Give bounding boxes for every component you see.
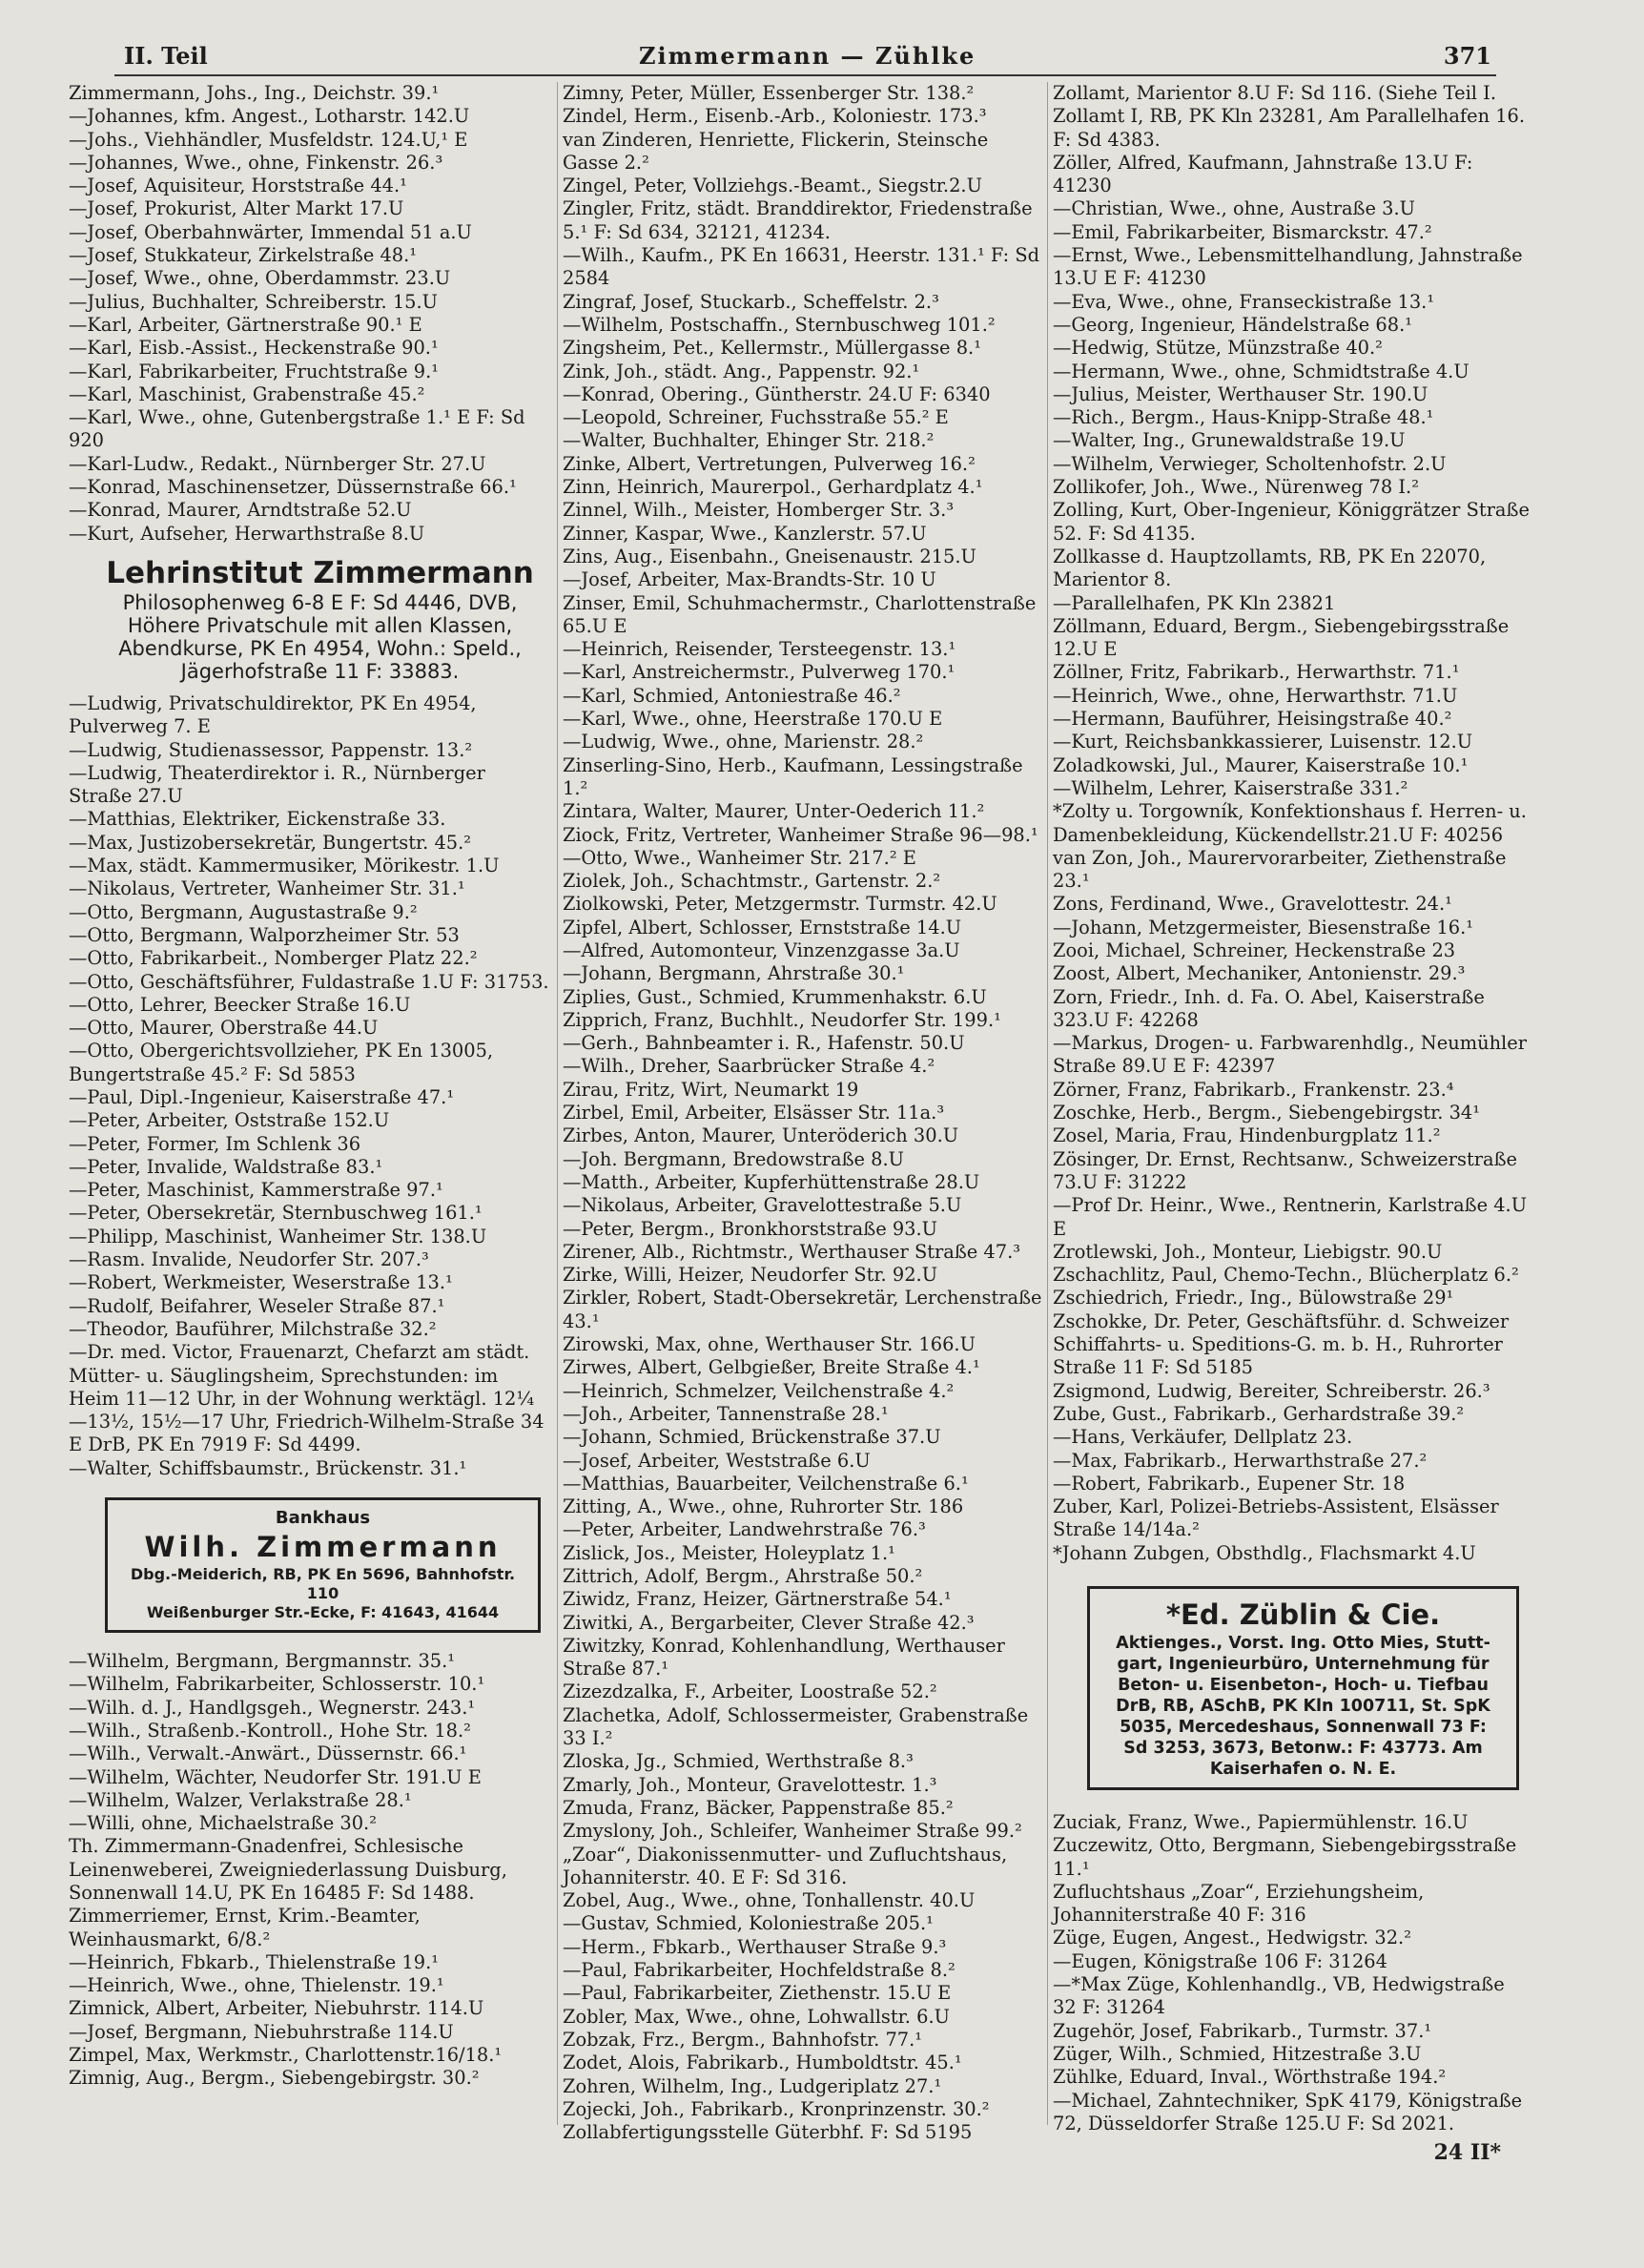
directory-entry: —Ludwig, Studienassessor, Pappenstr. 13.² [69, 738, 473, 761]
directory-entry: *Johann Zubgen, Obsthdlg., Flachsmarkt 4.U [1053, 1541, 1476, 1564]
directory-entry: „Zoar“, Diakonissenmutter- und Zufluchtshaus, Johanniterstr. 40. E F: Sd 316. [563, 1843, 1008, 1888]
directory-entry: —Wilhelm, Lehrer, Kaiserstraße 331.² [1053, 776, 1408, 799]
directory-entry: —Leopold, Schreiner, Fuchsstraße 55.² E [563, 406, 949, 429]
directory-entry: —Ludwig, Theaterdirektor i. R., Nürnberger Straße 27.U [69, 761, 485, 808]
directory-entry: —Nikolaus, Arbeiter, Gravelottestraße 5.U [563, 1194, 962, 1217]
directory-entry: Zirbel, Emil, Arbeiter, Elsässer Str. 11a.³ [563, 1102, 945, 1124]
directory-entry: —Johannes, Wwe., ohne, Finkenstr. 26.³ [69, 151, 443, 174]
directory-entry: —Matthias, Bauarbeiter, Veilchenstraße 6.¹ [563, 1472, 969, 1495]
directory-entry: —Heinrich, Fbkarb., Thielenstraße 19.¹ [69, 1950, 440, 1973]
directory-entry: Zschokke, Dr. Peter, Geschäftsführ. d. Schweizer Schiffahrts- u. Speditions-G. m. b. H., Ruhrorter Straße 11 F: Sd 5185 [1053, 1309, 1510, 1379]
directory-entry: Th. Zimmermann-Gnadenfrei, Schlesische Leinenweberei, Zweigniederlassung Duisburg, Sonnenwall 14.U, PK En 16485 F: Sd 1488. [69, 1835, 507, 1904]
directory-entry: Zollkasse d. Hauptzollamts, RB, PK En 22070, Marientor 8. [1053, 545, 1487, 591]
ad-title: *Ed. Züblin & Cie. [1165, 1598, 1441, 1631]
directory-entry: Zinserling-Sino, Herb., Kaufmann, Lessingstraße 1.² [563, 753, 1023, 799]
directory-entry: Zink, Joh., städt. Ang., Pappenstr. 92.¹ [563, 360, 920, 382]
directory-entry: —Otto, Fabrikarbeit., Nomberger Platz 22.² [69, 947, 478, 970]
directory-entry: —Otto, Geschäftsführer, Fuldastraße 1.U F: 31753. [69, 970, 549, 993]
directory-entry: —Paul, Fabrikarbeiter, Hochfeldstraße 8.² [563, 1959, 956, 1982]
directory-entry: —Gerh., Bahnbeamter i. R., Hafenstr. 50.U [563, 1032, 965, 1055]
directory-entry: Zollikofer, Joh., Wwe., Nürenweg 78 I.² [1053, 476, 1419, 499]
directory-entry: Zlachetka, Adolf, Schlossermeister, Grabenstraße 33 I.² [563, 1703, 1029, 1750]
directory-entry: —Paul, Dipl.-Ingenieur, Kaiserstraße 47.¹ [69, 1085, 455, 1108]
directory-entry: —Otto, Bergmann, Walporzheimer Str. 53 [69, 923, 460, 946]
directory-entry: Zimny, Peter, Müller, Essenberger Str. 138.² [563, 82, 975, 104]
directory-entry: Zobel, Aug., Wwe., ohne, Tonhallenstr. 40.U [563, 1889, 976, 1912]
directory-entry: Ziplies, Gust., Schmied, Krummenhakstr. 6.U [563, 985, 987, 1008]
directory-entry: —Karl, Wwe., ohne, Heerstraße 170.U E [563, 708, 943, 731]
ad-line: Philosophenweg 6-8 E F: Sd 4446, DVB, [122, 590, 518, 614]
directory-entry: —Philipp, Maschinist, Wanheimer Str. 138.U [69, 1225, 487, 1247]
directory-entry: —Theodor, Bauführer, Milchstraße 32.² [69, 1317, 437, 1340]
directory-entry: —Johann, Metzgermeister, Biesenstraße 16.¹ [1053, 916, 1474, 938]
directory-entry: Zschachlitz, Paul, Chemo-Techn., Blücherplatz 6.² [1053, 1264, 1519, 1287]
directory-entry: van Zinderen, Henriette, Flickerin, Steinsche Gasse 2.² [563, 128, 989, 174]
directory-entry: —Karl, Wwe., ohne, Gutenbergstraße 1.¹ E F: Sd 920 [69, 406, 525, 452]
directory-entry: —Karl-Ludw., Redakt., Nürnberger Str. 27.U [69, 452, 486, 475]
directory-entry: Zipfel, Albert, Schlosser, Ernststraße 14.U [563, 916, 962, 938]
directory-entry: —Wilhelm, Wächter, Neudorfer Str. 191.U E [69, 1765, 482, 1788]
directory-entry: —Heinrich, Wwe., ohne, Herwarthstr. 71.U [1053, 684, 1458, 707]
directory-entry: Zühlke, Eduard, Inval., Wörthstraße 194.² [1053, 2066, 1447, 2089]
directory-entry: —Eva, Wwe., ohne, Franseckistraße 13.¹ [1053, 290, 1435, 313]
directory-entry: —Peter, Maschinist, Kammerstraße 97.¹ [69, 1179, 443, 1202]
directory-entry: —Wilh., Verwalt.-Anwärt., Düssernstr. 66.¹ [69, 1742, 467, 1765]
directory-entry: Zmarly, Joh., Monteur, Gravelottestr. 1.³ [563, 1773, 937, 1796]
directory-entry: Zimnick, Albert, Arbeiter, Niebuhrstr. 114.U [69, 1997, 484, 2020]
directory-entry: Zorn, Friedr., Inh. d. Fa. O. Abel, Kaiserstraße 323.U F: 42268 [1053, 985, 1485, 1031]
directory-entry: —Emil, Fabrikarbeiter, Bismarckstr. 47.² [1053, 220, 1432, 243]
directory-entry: —Josef, Aquisiteur, Horststraße 44.¹ [69, 175, 407, 197]
directory-entry: Zugehör, Josef, Fabrikarb., Turmstr. 37.¹ [1053, 2019, 1432, 2042]
directory-entry: —Ludwig, Privatschuldirektor, PK En 4954, Pulverweg 7. E [69, 691, 477, 738]
directory-entry: Zöllmann, Eduard, Bergm., Siebengebirgsstraße 12.U E [1053, 614, 1510, 661]
directory-entry: —Otto, Wwe., Wanheimer Str. 217.² E [563, 846, 916, 869]
directory-entry: —Johs., Viehhändler, Musfeldstr. 124.U,¹ E [69, 128, 468, 151]
directory-entry: —Parallelhafen, PK Kln 23821 [1053, 591, 1336, 614]
bank-ad-line: Dbg.-Meiderich, RB, PK En 5696, Bahnhofstr. 110 [130, 1565, 516, 1603]
directory-entry: —Konrad, Obering., Güntherstr. 24.U F: 6340 [563, 382, 991, 405]
directory-entry: Zschiedrich, Friedr., Ing., Bülowstraße 29¹ [1053, 1287, 1454, 1309]
directory-entry: Zingel, Peter, Vollziehgs.-Beamt., Siegstr.2.U [563, 175, 982, 197]
directory-entry: —Wilh., Dreher, Saarbrücker Straße 4.² [563, 1055, 935, 1078]
entry-list [69, 1650, 550, 2091]
directory-entry: Zollamt, Marientor 8.U F: Sd 116. (Siehe Teil I. [1053, 82, 1496, 104]
ad-title: Lehrinstitut Zimmermann [106, 555, 534, 590]
directory-entry: —Peter, Former, Im Schlenk 36 [69, 1132, 361, 1155]
directory-entry: —Otto, Bergmann, Augustastraße 9.² [69, 900, 418, 923]
directory-entry: —Hedwig, Stütze, Münzstraße 40.² [1053, 337, 1383, 360]
directory-entry: *Zolty u. Torgowník, Konfektionshaus f. Herren- u. Damenbekleidung, Kückendellstr.21.U F: 40256 [1053, 800, 1527, 846]
page-number: 371 [1443, 42, 1491, 70]
directory-entry: —Josef, Wwe., ohne, Oberdammstr. 23.U [69, 267, 451, 290]
directory-entry: Zirener, Alb., Richtmstr., Werthauser Straße 47.³ [563, 1240, 1021, 1263]
directory-entry: Zoladkowski, Jul., Maurer, Kaiserstraße 10.¹ [1053, 753, 1469, 776]
directory-entry: —Kurt, Reichsbankkassierer, Luisenstr. 12.U [1053, 731, 1473, 753]
directory-entry: —Dr. med. Victor, Frauenarzt, Chefarzt am städt. Mütter- u. Säuglingsheim, Sprechstunden: im Heim 11—12 Uhr, in der Wohnung werktägl. 12¼—13½, 15½—17 Uhr, Friedrich-Wilhelm-Straße 34 E DrB, PK En 7919 F: Sd 4499. [69, 1341, 545, 1456]
directory-entry: —Johann, Bergmann, Ahrstraße 30.¹ [563, 962, 905, 985]
directory-entry: —Alfred, Automonteur, Vinzenzgasse 3a.U [563, 938, 960, 961]
directory-entry: Zooi, Michael, Schreiner, Heckenstraße 23 [1053, 938, 1456, 961]
directory-entry: Zinn, Heinrich, Maurerpol., Gerhardplatz 4.¹ [563, 476, 983, 499]
directory-entry: Ziwitzky, Konrad, Kohlenhandlung, Werthauser Straße 87.¹ [563, 1634, 1005, 1680]
directory-entry: Zoschke, Herb., Bergm., Siebengebirgstr. 34¹ [1053, 1102, 1481, 1124]
directory-entry: —Matth., Arbeiter, Kupferhüttenstraße 28.U [563, 1170, 980, 1193]
column-divider [557, 82, 558, 2125]
ad-line: Beton- u. Eisenbeton-, Hoch- u. Tiefbau [1118, 1676, 1489, 1695]
directory-entry: —Max, Justizobersekretär, Bungertstr. 45.² [69, 831, 472, 854]
directory-entry: —Markus, Drogen- u. Farbwarenhdlg., Neumühler Straße 89.U E F: 42397 [1053, 1032, 1528, 1078]
directory-entry: —Peter, Obersekretär, Sternbuschweg 161.¹ [69, 1202, 483, 1225]
directory-entry: Zmuda, Franz, Bäcker, Pappenstraße 85.² [563, 1796, 954, 1819]
directory-entry: —Peter, Arbeiter, Oststraße 152.U [69, 1109, 390, 1132]
directory-entry: Zinke, Albert, Vertretungen, Pulverweg 16.² [563, 452, 976, 475]
directory-entry: Zloska, Jg., Schmied, Werthstraße 8.³ [563, 1750, 914, 1773]
directory-entry: Zirowski, Max, ohne, Werthauser Str. 166.U [563, 1333, 976, 1356]
directory-entry: Zodet, Alois, Fabrikarb., Humboldtstr. 45.¹ [563, 2052, 962, 2074]
directory-entry: —Matthias, Elektriker, Eickenstraße 33. [69, 808, 446, 831]
directory-entry: —Wilhelm, Bergmann, Bergmannstr. 35.¹ [69, 1650, 456, 1673]
directory-entry: —Eugen, Königstraße 106 F: 31264 [1053, 1949, 1387, 1972]
directory-entry: —Prof Dr. Heinr., Wwe., Rentnerin, Karlstraße 4.U E [1053, 1194, 1528, 1240]
ad-line: DrB, RB, ASchB, PK Kln 100711, St. SpK [1116, 1697, 1490, 1716]
directory-entry: —Josef, Stukkateur, Zirkelstraße 48.¹ [69, 244, 418, 267]
directory-entry: —Karl, Anstreichermstr., Pulverweg 170.¹ [563, 661, 956, 684]
directory-entry: Zuciak, Franz, Wwe., Papiermühlenstr. 16.U [1053, 1811, 1469, 1833]
header-range: Zimmermann — Zühlke [639, 42, 976, 70]
directory-entry: Zösinger, Dr. Ernst, Rechtsanw., Schweizerstraße 73.U F: 31222 [1053, 1147, 1518, 1193]
directory-entry: Zons, Ferdinand, Wwe., Gravelottestr. 24.¹ [1053, 893, 1452, 916]
directory-entry: —Walter, Schiffsbaumstr., Brückenstr. 31.¹ [69, 1456, 467, 1479]
directory-entry: —Karl, Schmied, Antoniestraße 46.² [563, 684, 901, 707]
directory-entry: —Joh. Bergmann, Bredowstraße 8.U [563, 1147, 904, 1170]
directory-entry: Zimmerriemer, Ernst, Krim.-Beamter, Weinhausmarkt, 6/8.² [69, 1905, 421, 1950]
directory-entry: —Konrad, Maurer, Arndtstraße 52.U [69, 499, 412, 522]
ad-line: Sd 3253, 3673, Betonw.: F: 43773. Am [1123, 1739, 1483, 1758]
directory-entry: Zirkler, Robert, Stadt-Obersekretär, Lerchenstraße 43.¹ [563, 1287, 1042, 1332]
directory-entry: —Gustav, Schmied, Koloniestraße 205.¹ [563, 1912, 934, 1935]
directory-entry: Zolling, Kurt, Ober-Ingenieur, Königgrätzer Straße 52. F: Sd 4135. [1053, 499, 1530, 545]
directory-entry: —Rasm. Invalide, Neudorfer Str. 207.³ [69, 1248, 429, 1271]
directory-entry: —Josef, Arbeiter, Max-Brandts-Str. 10 U [563, 568, 936, 591]
ad-line: Kaiserhafen o. N. E. [1209, 1760, 1397, 1779]
directory-entry: —Karl, Fabrikarbeiter, Fruchtstraße 9.¹ [69, 360, 440, 382]
directory-entry: Ziwitki, A., Bergarbeiter, Clever Straße 42.³ [563, 1611, 975, 1634]
directory-entry: —Johann, Schmied, Brückenstraße 37.U [563, 1426, 941, 1449]
directory-entry: Zinner, Kaspar, Wwe., Kanzlerstr. 57.U [563, 522, 927, 545]
page-header [124, 42, 1491, 74]
directory-entry: —Johannes, kfm. Angest., Lotharstr. 142.U [69, 105, 470, 128]
directory-entry: —Max, städt. Kammermusiker, Mörikestr. 1.U [69, 855, 500, 877]
directory-entry: Zirwes, Albert, Gelbgießer, Breite Straße 4.¹ [563, 1356, 980, 1379]
column-2 [563, 82, 1049, 2144]
ad-line: Aktienges., Vorst. Ing. Otto Mies, Stutt- [1116, 1634, 1490, 1653]
directory-entry: Ziolek, Joh., Schachtmstr., Gartenstr. 2.² [563, 870, 941, 893]
directory-entry: —Ludwig, Wwe., ohne, Marienstr. 28.² [563, 731, 924, 753]
directory-entry: —Robert, Werkmeister, Weserstraße 13.¹ [69, 1271, 453, 1294]
directory-entry: —Wilhelm, Walzer, Verlakstraße 28.¹ [69, 1788, 412, 1811]
ad-line: 5035, Mercedeshaus, Sonnenwall 73 F: [1120, 1718, 1487, 1737]
directory-entry: —Ernst, Wwe., Lebensmittelhandlung, Jahnstraße 13.U E F: 41230 [1053, 244, 1523, 290]
directory-entry: —Julius, Meister, Werthauser Str. 190.U [1053, 382, 1428, 405]
directory-entry: Zirke, Willi, Heizer, Neudorfer Str. 92.U [563, 1264, 938, 1287]
directory-entry: Zinnel, Wilh., Meister, Homberger Str. 3.³ [563, 499, 955, 522]
directory-entry: —Walter, Ing., Grunewaldstraße 19.U [1053, 429, 1406, 452]
directory-entry: Zislick, Jos., Meister, Holeyplatz 1.¹ [563, 1541, 895, 1564]
directory-entry: Zintara, Walter, Maurer, Unter-Oederich 11.² [563, 800, 985, 823]
directory-entry: —Hans, Verkäufer, Dellplatz 23. [1053, 1426, 1353, 1449]
directory-entry: —Heinrich, Schmelzer, Veilchenstraße 4.² [563, 1379, 955, 1402]
directory-entry: —Heinrich, Reisender, Tersteegenstr. 13.¹ [563, 638, 956, 661]
directory-entry: Zollamt I, RB, PK Kln 23281, Am Parallelhafen 16. F: Sd 4383. [1053, 105, 1526, 151]
directory-entry: —Otto, Lehrer, Beecker Straße 16.U [69, 993, 411, 1016]
directory-entry: —Christian, Wwe., ohne, Austraße 3.U [1053, 197, 1415, 220]
directory-entry: —Michael, Zahntechniker, SpK 4179, Königstraße 72, Düsseldorfer Straße 125.U F: Sd 2021. [1053, 2089, 1523, 2134]
directory-entry: —Konrad, Maschinensetzer, Düssernstraße 66.¹ [69, 476, 517, 499]
directory-entry: Züger, Wilh., Schmied, Hitzestraße 3.U [1053, 2042, 1422, 2065]
directory-entry: Zuber, Karl, Polizei-Betriebs-Assistent, Elsässer Straße 14/14a.² [1053, 1495, 1499, 1541]
column-1 [69, 82, 550, 2091]
directory-entry: Zuczewitz, Otto, Bergmann, Siebengebirgsstraße 11.¹ [1053, 1834, 1517, 1880]
entry-list [1053, 82, 1532, 1565]
directory-entry: —Peter, Bergm., Bronkhorststraße 93.U [563, 1217, 938, 1240]
directory-entry: —Wilh. d. J., Handlgsgeh., Wegnerstr. 243.¹ [69, 1696, 476, 1719]
entry-list [1053, 1811, 1532, 2135]
directory-entry: Ziwidz, Franz, Heizer, Gärtnerstraße 54.¹ [563, 1588, 952, 1611]
directory-entry: —Josef, Bergmann, Niebuhrstraße 114.U [69, 2020, 454, 2043]
directory-entry: —Herm., Fbkarb., Werthauser Straße 9.³ [563, 1935, 947, 1958]
directory-entry: Zittrich, Adolf, Bergm., Ahrstraße 50.² [563, 1565, 923, 1587]
directory-entry: —Julius, Buchhalter, Schreiberstr. 15.U [69, 290, 439, 313]
directory-entry: Zimpel, Max, Werkmstr., Charlottenstr.16/18.¹ [69, 2044, 503, 2067]
directory-entry: Zingler, Fritz, städt. Branddirektor, Friedenstraße 5.¹ F: Sd 634, 32121, 41234. [563, 197, 1033, 243]
lehrinstitut-ad [90, 555, 550, 683]
directory-entry: —Otto, Maurer, Oberstraße 44.U [69, 1017, 379, 1040]
directory-entry: Zizezdzalka, F., Arbeiter, Loostraße 52.² [563, 1680, 937, 1703]
directory-entry: —Joh., Arbeiter, Tannenstraße 28.¹ [563, 1402, 889, 1425]
directory-entry: Zindel, Herm., Eisenb.-Arb., Koloniestr. 173.³ [563, 105, 987, 128]
directory-entry: Zörner, Franz, Fabrikarb., Frankenstr. 23.⁴ [1053, 1078, 1454, 1101]
directory-entry: —Kurt, Aufseher, Herwarthstraße 8.U [69, 522, 425, 545]
directory-entry: —Wilhelm, Fabrikarbeiter, Schlosserstr. 10.¹ [69, 1673, 485, 1696]
directory-entry: —Rudolf, Beifahrer, Weseler Straße 87.¹ [69, 1294, 445, 1317]
directory-entry: —Otto, Obergerichtsvollzieher, PK En 13005, Bungertstraße 45.² F: Sd 5853 [69, 1040, 494, 1085]
directory-entry: —Josef, Arbeiter, Weststraße 6.U [563, 1449, 871, 1472]
directory-entry: —Karl, Eisb.-Assist., Heckenstraße 90.¹ [69, 337, 439, 360]
directory-entry: Züge, Eugen, Angest., Hedwigstr. 32.² [1053, 1927, 1411, 1949]
directory-entry: Ziock, Fritz, Vertreter, Wanheimer Straße 96—98.¹ [563, 823, 1038, 846]
directory-entry: Zirau, Fritz, Wirt, Neumarkt 19 [563, 1078, 859, 1101]
page-signature: 24 II* [1433, 2140, 1501, 2165]
directory-entry: —Rich., Bergm., Haus-Knipp-Straße 48.¹ [1053, 406, 1434, 429]
zueblin-ad [1087, 1586, 1519, 1790]
directory-entry: Zimnig, Aug., Bergm., Siebengebirgstr. 30.² [69, 2067, 480, 2090]
entry-list [563, 82, 1049, 2144]
directory-entry: Zirbes, Anton, Maurer, Unteröderich 30.U [563, 1124, 959, 1147]
directory-entry: —Heinrich, Wwe., ohne, Thielenstr. 19.¹ [69, 1974, 444, 1997]
directory-entry: Ziolkowski, Peter, Metzgermstr. Turmstr. 42.U [563, 893, 997, 916]
directory-entry: Zrotlewski, Joh., Monteur, Liebigstr. 90.U [1053, 1240, 1443, 1263]
entry-list [69, 82, 550, 546]
header-rule [114, 74, 1496, 76]
directory-entry: —Wilhelm, Postschaffn., Sternbuschweg 101.² [563, 313, 996, 336]
directory-entry: Zipprich, Franz, Buchhlt., Neudorfer Str. 199.¹ [563, 1008, 1001, 1031]
directory-entry: —Josef, Prokurist, Alter Markt 17.U [69, 197, 404, 220]
directory-entry: Zitting, A., Wwe., ohne, Ruhrorter Str. 186 [563, 1495, 964, 1518]
directory-entry: —Nikolaus, Vertreter, Wanheimer Str. 31.¹ [69, 877, 465, 900]
directory-entry: —Wilhelm, Verwieger, Scholtenhofstr. 2.U [1053, 452, 1447, 475]
directory-entry: —*Max Züge, Kohlenhandlg., VB, Hedwigstraße 32 F: 31264 [1053, 1973, 1505, 2019]
directory-entry: Zojecki, Joh., Fabrikarb., Kronprinzenstr. 30.² [563, 2097, 990, 2120]
directory-entry: Zingsheim, Pet., Kellermstr., Müllergasse 8.¹ [563, 337, 981, 360]
directory-entry: Zsigmond, Ludwig, Bereiter, Schreiberstr. 26.³ [1053, 1379, 1490, 1402]
directory-entry: Zobler, Max, Wwe., ohne, Lohwallstr. 6.U [563, 2005, 950, 2028]
directory-entry: —Josef, Oberbahnwärter, Immendal 51 a.U [69, 220, 472, 243]
directory-entry: Zollabfertigungsstelle Güterbhf. F: Sd 5195 [563, 2121, 973, 2144]
ad-line: Abendkurse, PK En 4954, Wohn.: Speld., [118, 636, 522, 660]
directory-entry: —Robert, Fabrikarb., Eupener Str. 18 [1053, 1472, 1406, 1495]
directory-entry: Zimmermann, Johs., Ing., Deichstr. 39.¹ [69, 82, 440, 104]
bank-ad-label: Bankhaus [275, 1508, 371, 1529]
directory-entry: Zosel, Maria, Frau, Hindenburgplatz 11.² [1053, 1124, 1441, 1147]
directory-entry: Zmyslony, Joh., Schleifer, Wanheimer Straße 99.² [563, 1820, 1022, 1843]
directory-entry: —Willi, ohne, Michaelstraße 30.² [69, 1812, 377, 1835]
directory-entry: —Georg, Ingenieur, Händelstraße 68.¹ [1053, 313, 1413, 336]
directory-entry: Zöllner, Fritz, Fabrikarb., Herwarthstr. 71.¹ [1053, 661, 1460, 684]
directory-entry: van Zon, Joh., Maurervorarbeiter, Ziethenstraße 23.¹ [1053, 846, 1507, 893]
directory-entry: Zöller, Alfred, Kaufmann, Jahnstraße 13.U F: 41230 [1053, 151, 1473, 197]
directory-entry: —Walter, Buchhalter, Ehinger Str. 218.² [563, 429, 935, 452]
ad-line: Jägerhofstraße 11 F: 33883. [180, 659, 460, 683]
bank-ad-line: Weißenburger Str.-Ecke, F: 41643, 41644 [146, 1603, 500, 1622]
directory-entry: —Hermann, Wwe., ohne, Schmidtstraße 4.U [1053, 360, 1469, 382]
directory-entry: —Karl, Arbeiter, Gärtnerstraße 90.¹ E [69, 313, 422, 336]
directory-entry: Zohren, Wilhelm, Ing., Ludgeriplatz 27.¹ [563, 2074, 942, 2097]
directory-entry: —Paul, Fabrikarbeiter, Ziethenstr. 15.U E [563, 1982, 952, 2005]
directory-entry: Zufluchtshaus „Zoar“, Erziehungsheim, Johanniterstraße 40 F: 316 [1053, 1880, 1425, 1927]
directory-entry: —Hermann, Bauführer, Heisingstraße 40.² [1053, 708, 1452, 731]
directory-entry: Zobzak, Frz., Bergm., Bahnhofstr. 77.¹ [563, 2028, 923, 2051]
directory-entry: —Wilh., Kaufm., PK En 16631, Heerstr. 131.¹ F: Sd 2584 [563, 244, 1040, 290]
directory-entry: Zinser, Emil, Schuhmachermstr., Charlottenstraße 65.U E [563, 591, 1037, 637]
directory-entry: Zube, Gust., Fabrikarb., Gerhardstraße 39.² [1053, 1402, 1465, 1425]
directory-entry: —Wilh., Straßenb.-Kontroll., Hohe Str. 18.² [69, 1719, 471, 1742]
directory-entry: —Karl, Maschinist, Grabenstraße 45.² [69, 382, 425, 405]
entry-list [69, 692, 550, 1480]
column-3 [1053, 82, 1532, 2135]
ad-line: Höhere Privatschule mit allen Klassen, [127, 613, 513, 637]
directory-entry: Zoost, Albert, Mechaniker, Antonienstr. 29.³ [1053, 962, 1466, 985]
bank-ad [105, 1497, 541, 1633]
directory-entry: Zingraf, Josef, Stuckarb., Scheffelstr. 2.³ [563, 290, 939, 313]
directory-entry: —Peter, Arbeiter, Landwehrstraße 76.³ [563, 1518, 926, 1541]
directory-entry: —Peter, Invalide, Waldstraße 83.¹ [69, 1155, 383, 1178]
directory-entry: Zins, Aug., Eisenbahn., Gneisenaustr. 215.U [563, 545, 976, 567]
ad-line: gart, Ingenieurbüro, Unternehmung für [1117, 1655, 1490, 1674]
header-section: II. Teil [124, 42, 208, 70]
bank-ad-name: Wilh. Zimmermann [144, 1531, 502, 1564]
directory-entry: —Max, Fabrikarb., Herwarthstraße 27.² [1053, 1449, 1428, 1472]
